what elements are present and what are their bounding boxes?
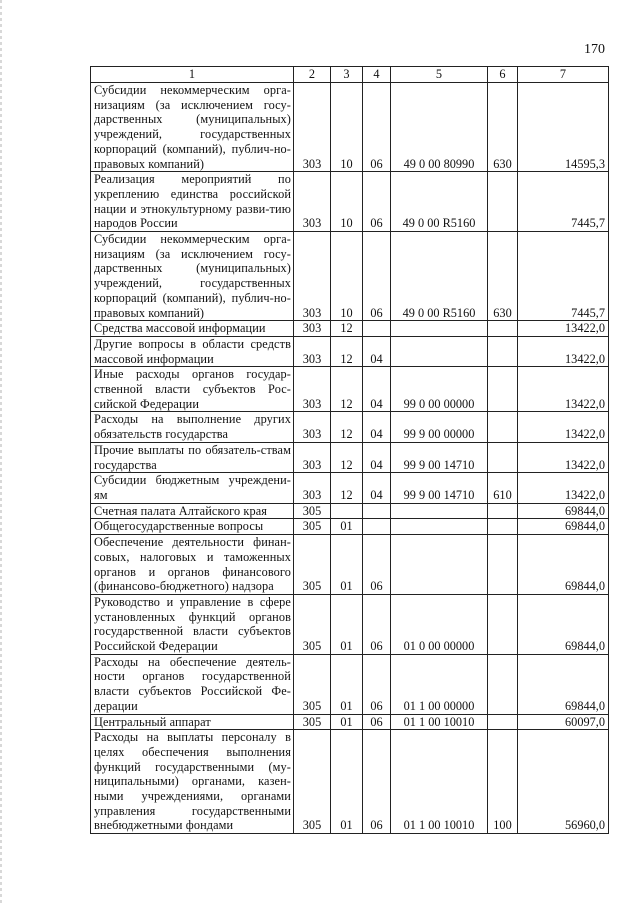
subsection-code (363, 519, 391, 535)
expense-type-code: 100 (488, 730, 518, 834)
ministry-code: 303 (294, 336, 331, 366)
amount: 7445,7 (518, 232, 609, 321)
row-description: Расходы на выполнение других обязательств государства (91, 412, 294, 442)
expense-type-code (488, 654, 518, 714)
expense-type-code (488, 442, 518, 472)
table-row (91, 473, 609, 503)
section-code: 12 (331, 442, 363, 472)
target-article-code: 99 9 00 00000 (391, 412, 488, 442)
ministry-code: 303 (294, 473, 331, 503)
column-header: 4 (363, 67, 391, 83)
section-code: 01 (331, 730, 363, 834)
section-code: 10 (331, 232, 363, 321)
expense-type-code: 610 (488, 473, 518, 503)
row-description: Счетная палата Алтайского края (91, 503, 294, 519)
target-article-code: 01 1 00 00000 (391, 654, 488, 714)
ministry-code: 303 (294, 412, 331, 442)
table-row (91, 412, 609, 442)
expense-type-code: 630 (488, 83, 518, 172)
amount: 69844,0 (518, 654, 609, 714)
row-description: Общегосударственные вопросы (91, 519, 294, 535)
subsection-code: 04 (363, 367, 391, 412)
table-row (91, 83, 609, 172)
amount: 7445,7 (518, 172, 609, 232)
table-row (91, 172, 609, 232)
expense-type-code (488, 336, 518, 366)
expense-type-code (488, 367, 518, 412)
section-code: 12 (331, 473, 363, 503)
section-code: 12 (331, 367, 363, 412)
amount: 13422,0 (518, 321, 609, 337)
amount: 13422,0 (518, 412, 609, 442)
expense-type-code (488, 519, 518, 535)
column-header: 2 (294, 67, 331, 83)
row-description: Субсидии бюджетным учреждени-ям (91, 473, 294, 503)
subsection-code: 06 (363, 535, 391, 595)
target-article-code: 49 0 00 R5160 (391, 232, 488, 321)
row-description: Обеспечение деятельности финан-совых, налоговых и таможенных органов и органов финансового (финансово-бюджетного) надзора (91, 535, 294, 595)
ministry-code: 303 (294, 83, 331, 172)
amount: 69844,0 (518, 503, 609, 519)
expense-type-code (488, 321, 518, 337)
target-article-code: 49 0 00 80990 (391, 83, 488, 172)
amount: 69844,0 (518, 519, 609, 535)
table-row (91, 503, 609, 519)
target-article-code: 99 0 00 00000 (391, 367, 488, 412)
subsection-code: 06 (363, 83, 391, 172)
ministry-code: 303 (294, 172, 331, 232)
subsection-code: 04 (363, 473, 391, 503)
table-row (91, 367, 609, 412)
target-article-code (391, 321, 488, 337)
target-article-code (391, 503, 488, 519)
expense-type-code (488, 503, 518, 519)
page-number: 170 (584, 42, 605, 57)
target-article-code: 99 9 00 14710 (391, 473, 488, 503)
amount: 69844,0 (518, 594, 609, 654)
ministry-code: 305 (294, 503, 331, 519)
amount: 13422,0 (518, 336, 609, 366)
target-article-code (391, 519, 488, 535)
ministry-code: 305 (294, 714, 331, 730)
amount: 56960,0 (518, 730, 609, 834)
row-description: Средства массовой информации (91, 321, 294, 337)
expense-type-code (488, 412, 518, 442)
amount: 13422,0 (518, 442, 609, 472)
subsection-code (363, 321, 391, 337)
section-code: 01 (331, 519, 363, 535)
section-code: 10 (331, 172, 363, 232)
column-header: 5 (391, 67, 488, 83)
row-description: Субсидии некоммерческим орга-низациям (за исключением госу-дарственных (муниципальных) учреждений, государственных корпораций (компаний), публич-но-правовых компаний) (91, 232, 294, 321)
section-code: 10 (331, 83, 363, 172)
row-description: Расходы на выплаты персоналу в целях обеспечения выполнения функций государственными (му-ниципальными) органами, казен-ными учреждениями, органами управления государственными внебюджетными фондами (91, 730, 294, 834)
row-description: Руководство и управление в сфере установленных функций органов государственной власти субъектов Российской Федерации (91, 594, 294, 654)
table-row (91, 535, 609, 595)
ministry-code: 305 (294, 654, 331, 714)
section-code: 01 (331, 594, 363, 654)
section-code: 01 (331, 714, 363, 730)
row-description: Расходы на обеспечение деятель-ности органов государственной власти субъектов Российской Фе-дерации (91, 654, 294, 714)
expense-type-code (488, 172, 518, 232)
expense-type-code (488, 714, 518, 730)
subsection-code: 06 (363, 654, 391, 714)
amount: 69844,0 (518, 535, 609, 595)
subsection-code: 06 (363, 714, 391, 730)
section-code: 12 (331, 321, 363, 337)
section-code: 12 (331, 336, 363, 366)
amount: 13422,0 (518, 473, 609, 503)
subsection-code: 06 (363, 730, 391, 834)
ministry-code: 303 (294, 232, 331, 321)
column-header: 3 (331, 67, 363, 83)
ministry-code: 305 (294, 730, 331, 834)
budget-table (90, 66, 609, 834)
expense-type-code (488, 535, 518, 595)
target-article-code: 01 1 00 10010 (391, 714, 488, 730)
table-row (91, 519, 609, 535)
subsection-code (363, 503, 391, 519)
subsection-code: 04 (363, 336, 391, 366)
row-description: Другие вопросы в области средств массовой информации (91, 336, 294, 366)
ministry-code: 303 (294, 442, 331, 472)
column-header: 6 (488, 67, 518, 83)
row-description: Реализация мероприятий по укреплению единства российской нации и этнокультурному разви-тию народов России (91, 172, 294, 232)
table-row (91, 321, 609, 337)
section-code: 01 (331, 654, 363, 714)
target-article-code: 01 1 00 10010 (391, 730, 488, 834)
target-article-code: 49 0 00 R5160 (391, 172, 488, 232)
row-description: Иные расходы органов государ-ственной власти субъектов Рос-сийской Федерации (91, 367, 294, 412)
ministry-code: 303 (294, 321, 331, 337)
target-article-code: 01 0 00 00000 (391, 594, 488, 654)
ministry-code: 303 (294, 367, 331, 412)
amount: 60097,0 (518, 714, 609, 730)
header-row (91, 67, 609, 83)
column-header: 1 (91, 67, 294, 83)
column-header: 7 (518, 67, 609, 83)
subsection-code: 06 (363, 232, 391, 321)
subsection-code: 06 (363, 594, 391, 654)
amount: 14595,3 (518, 83, 609, 172)
table-row (91, 654, 609, 714)
table-row (91, 232, 609, 321)
amount: 13422,0 (518, 367, 609, 412)
section-code: 12 (331, 412, 363, 442)
subsection-code: 04 (363, 442, 391, 472)
target-article-code (391, 336, 488, 366)
subsection-code: 04 (363, 412, 391, 442)
expense-type-code (488, 594, 518, 654)
row-description: Центральный аппарат (91, 714, 294, 730)
table-row (91, 730, 609, 834)
table-row (91, 714, 609, 730)
section-code: 01 (331, 535, 363, 595)
row-description: Субсидии некоммерческим орга-низациям (за исключением госу-дарственных (муниципальных) учреждений, государственных корпораций (компаний), публич-но-правовых компаний) (91, 83, 294, 172)
table-row (91, 336, 609, 366)
table-row (91, 442, 609, 472)
ministry-code: 305 (294, 519, 331, 535)
scan-edge (0, 0, 2, 905)
ministry-code: 305 (294, 535, 331, 595)
subsection-code: 06 (363, 172, 391, 232)
expense-type-code: 630 (488, 232, 518, 321)
section-code (331, 503, 363, 519)
target-article-code: 99 9 00 14710 (391, 442, 488, 472)
target-article-code (391, 535, 488, 595)
row-description: Прочие выплаты по обязатель-ствам государства (91, 442, 294, 472)
table-row (91, 594, 609, 654)
ministry-code: 305 (294, 594, 331, 654)
